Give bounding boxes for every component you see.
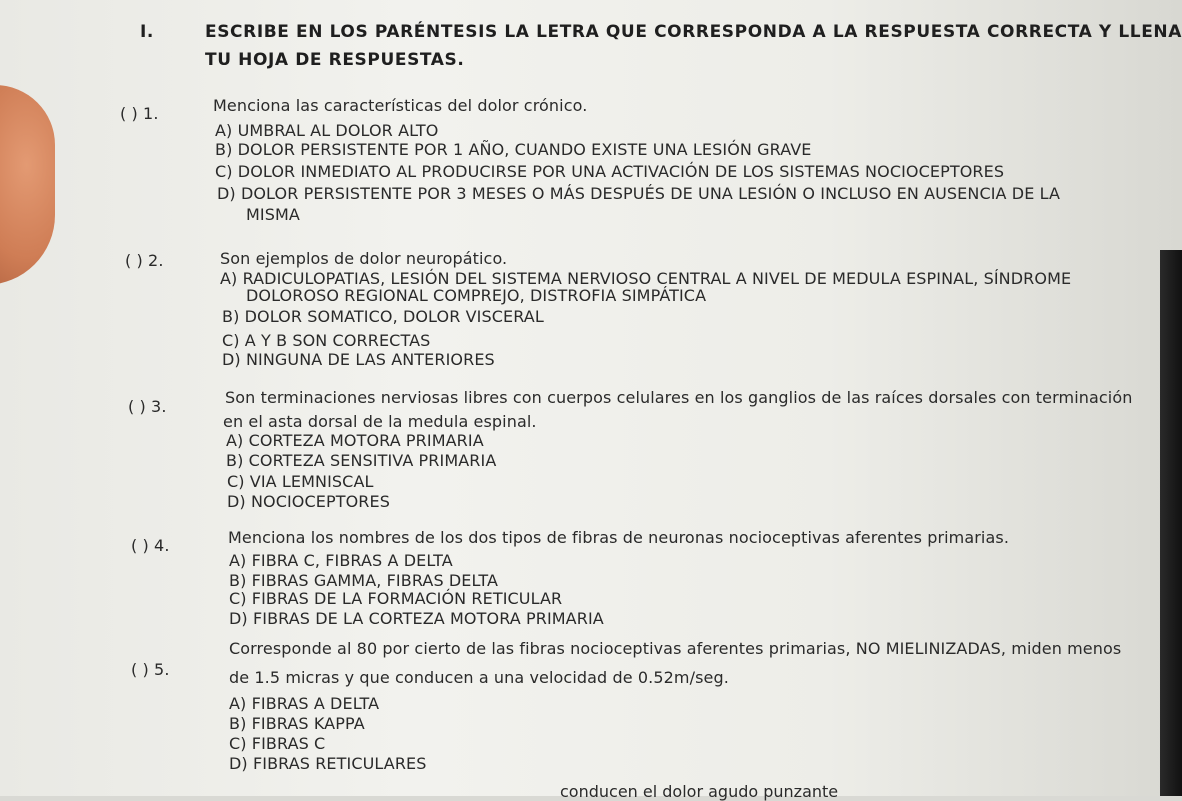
q5-option-c: C) FIBRAS C [229, 734, 326, 753]
q2-option-a-cont: DOLOROSO REGIONAL COMPREJO, DISTROFIA SIMPÁTICA [246, 286, 707, 305]
q4-option-d: D) FIBRAS DE LA CORTEZA MOTORA PRIMARIA [229, 609, 604, 628]
q1-option-b: B) DOLOR PERSISTENTE POR 1 AÑO, CUANDO EXISTE UNA LESIÓN GRAVE [215, 140, 812, 159]
q1-option-c: C) DOLOR INMEDIATO AL PRODUCIRSE POR UNA ACTIVACIÓN DE LOS SISTEMAS NOCIOCEPTORES [215, 162, 1005, 181]
q5-option-a: A) FIBRAS A DELTA [229, 694, 380, 713]
background-edge [1160, 250, 1182, 796]
q1-option-a: A) UMBRAL AL DOLOR ALTO [215, 121, 439, 140]
q1-stem: Menciona las características del dolor crónico. [213, 96, 588, 115]
q4-option-c: C) FIBRAS DE LA FORMACIÓN RETICULAR [229, 589, 563, 608]
q3-option-c: C) VIA LEMNISCAL [227, 472, 374, 491]
cut-off-text: conducen el dolor agudo punzante [560, 782, 839, 801]
q5-stem: Corresponde al 80 por cierto de las fibras nocioceptivas aferentes primarias, NO MIELINIZADAS, miden menos [229, 639, 1122, 658]
instructions-line1: ESCRIBE EN LOS PARÉNTESIS LA LETRA QUE CORRESPONDA A LA RESPUESTA CORRECTA Y LLENA [205, 22, 1182, 42]
q2-option-c: C) A Y B SON CORRECTAS [222, 331, 431, 350]
q4-stem: Menciona los nombres de los dos tipos de fibras de neuronas nocioceptivas aferentes primarias. [228, 528, 1010, 547]
q3-stem: Son terminaciones nerviosas libres con cuerpos celulares en los ganglios de las raíces dorsales con terminación [225, 388, 1133, 407]
q5-number[interactable]: ( ) 5. [131, 660, 170, 679]
q2-option-a: A) RADICULOPATIAS, LESIÓN DEL SISTEMA NERVIOSO CENTRAL A NIVEL DE MEDULA ESPINAL, SÍNDROME [220, 269, 1072, 288]
q5-option-d: D) FIBRAS RETICULARES [229, 754, 427, 773]
section-number: I. [140, 22, 154, 42]
q1-option-d-cont: MISMA [246, 205, 300, 224]
q3-option-b: B) CORTEZA SENSITIVA PRIMARIA [226, 451, 497, 470]
q4-number[interactable]: ( ) 4. [131, 536, 170, 555]
q2-option-d: D) NINGUNA DE LAS ANTERIORES [222, 350, 495, 369]
q1-option-d: D) DOLOR PERSISTENTE POR 3 MESES O MÁS DESPUÉS DE UNA LESIÓN O INCLUSO EN AUSENCIA DE LA [217, 184, 1061, 203]
q2-number[interactable]: ( ) 2. [125, 251, 164, 270]
q3-number[interactable]: ( ) 3. [128, 397, 167, 416]
q2-option-b: B) DOLOR SOMATICO, DOLOR VISCERAL [222, 307, 544, 326]
q2-stem: Son ejemplos de dolor neuropático. [220, 249, 508, 268]
q4-option-a: A) FIBRA C, FIBRAS A DELTA [229, 551, 453, 570]
q5-option-b: B) FIBRAS KAPPA [229, 714, 365, 733]
instructions-line2: TU HOJA DE RESPUESTAS. [205, 50, 465, 70]
q1-number[interactable]: ( ) 1. [120, 104, 159, 123]
q3-option-d: D) NOCIOCEPTORES [227, 492, 390, 511]
q5-stem-cont: de 1.5 micras y que conducen a una velocidad de 0.52m/seg. [229, 668, 729, 687]
q3-option-a: A) CORTEZA MOTORA PRIMARIA [226, 431, 484, 450]
q4-option-b: B) FIBRAS GAMMA, FIBRAS DELTA [229, 571, 499, 590]
q3-stem-cont: en el asta dorsal de la medula espinal. [223, 412, 537, 431]
